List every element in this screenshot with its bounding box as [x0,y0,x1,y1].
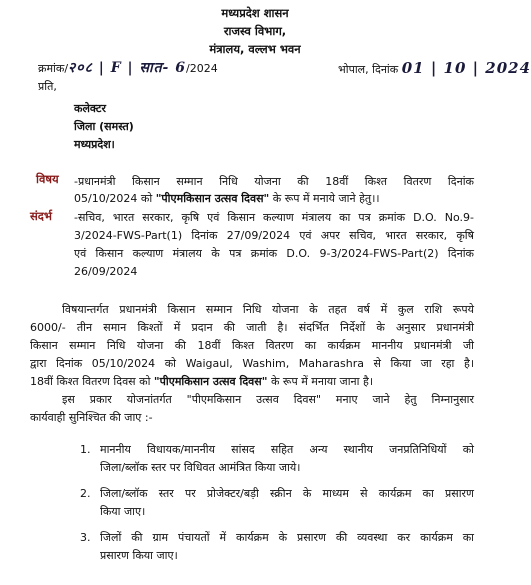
addressee-district: जिला (समस्त) [74,120,134,133]
body-event-name: "पीएमकिसान उत्सव दिवस" [153,375,268,388]
body-line-1: विषयान्तर्गत प्रधानमंत्री किसान सम्मान निधि योजना के तहत वर्ष में कुल राशि रूपये [62,303,474,316]
body-line-5-start: 18वीं किश्त वितरण दिवस को [30,375,154,388]
reference-suffix: /2024 [186,62,218,75]
subject-line-2 [74,190,380,208]
list-item-1-number: 1. [80,443,91,456]
subject-purpose-text: के रूप में मनाये जाने हेतु।। [269,192,380,205]
list-item-1-line-1: माननीय विधायक/माननीय सांसद सहित अन्य स्थानीय जनप्रतिनिधियों को [100,443,474,456]
list-item-1-line-2: जिला/ब्लॉक स्तर पर विधिवत आमंत्रित किया जाये। [100,461,301,474]
reference-label: संदर्भ [30,209,52,223]
list-item-3-number: 3. [80,531,91,544]
reference-number [38,60,218,78]
body-line-5-end: के रूप में मनाया जाना है। [267,375,374,388]
subject-line-1: -प्रधानमंत्री किसान सम्मान निधि योजना की 18वीं किश्त वितरण दिनांक [74,175,474,188]
header-ministry: मंत्रालय, वल्लभ भवन [209,42,301,56]
list-item-2-line-1: जिला/ब्लॉक स्तर पर प्रोजेक्टर/बड़ी स्क्रीन के माध्यम से कार्यक्रम का प्रसारण [100,487,474,500]
reference-line-3: एवं किसान कल्याण मंत्रालय के पत्र क्रमांक D.O. 9-3/2024-FWS-Part(2) दिनांक [74,247,474,260]
date-handwritten: 01 | 10 | 2024 [401,59,531,77]
reference-line-2: 3/2024-FWS-Part(1) दिनांक 27/09/2024 एवं अपर सचिव, भारत सरकार, कृषि [74,229,474,242]
subject-event-name: "पीएमकिसान उत्सव दिवस" [155,192,270,205]
list-item-3-line-2: प्रसारण किया जाए। [100,549,178,562]
reference-prefix: क्रमांक/ [38,62,69,75]
body-line-2: 6000/- तीन समान किश्तों में प्रदान की जाती है। संदर्भित निर्देशों के अनुसार प्रधानमंत्री [30,321,474,334]
body-para2-line-1: इस प्रकार योजनांतर्गत "पीएमकिसान उत्सव दिवस" मनाए जाने हेतु निम्नानुसार [62,393,474,406]
subject-label: विषय [36,172,59,186]
header-government: मध्यप्रदेश शासन [221,6,289,20]
addressee-collector: कलेक्टर [74,102,106,115]
reference-handwritten: २०८ | F | सात- 6 [68,60,186,76]
reference-line-4: 26/09/2024 [74,265,138,278]
subject-date-text: 05/10/2024 को [74,192,156,205]
reference-line-1: -सचिव, भारत सरकार, कृषि एवं किसान कल्याण मंत्रालय का पत्र क्रमांक D.O. No.9- [74,211,474,224]
body-line-4: द्वारा दिनांक 05/10/2024 को Waigaul, Washim, Maharashra से किया जा रहा है। [30,357,474,370]
list-item-2-line-2: किया जाए। [100,505,146,518]
list-item-2-number: 2. [80,487,91,500]
letter-date [338,60,531,79]
addressee-state: मध्यप्रदेश। [74,138,115,151]
prati-label: प्रति, [38,80,57,93]
list-item-3-line-1: जिलों की ग्राम पंचायतों में कार्यक्रम के प्रसारण की व्यवस्था कर कार्यक्रम का [100,531,474,544]
date-prefix: भोपाल, दिनांक [338,63,399,76]
body-line-5 [30,373,373,391]
body-para2-line-2: कार्यवाही सुनिश्चित की जाए :- [30,411,153,424]
body-line-3: किसान सम्मान निधि योजना की 18वीं किश्त वितरण का कार्यक्रम माननीय प्रधानमंत्री जी [30,339,474,352]
header-department: राजस्व विभाग, [223,24,287,38]
